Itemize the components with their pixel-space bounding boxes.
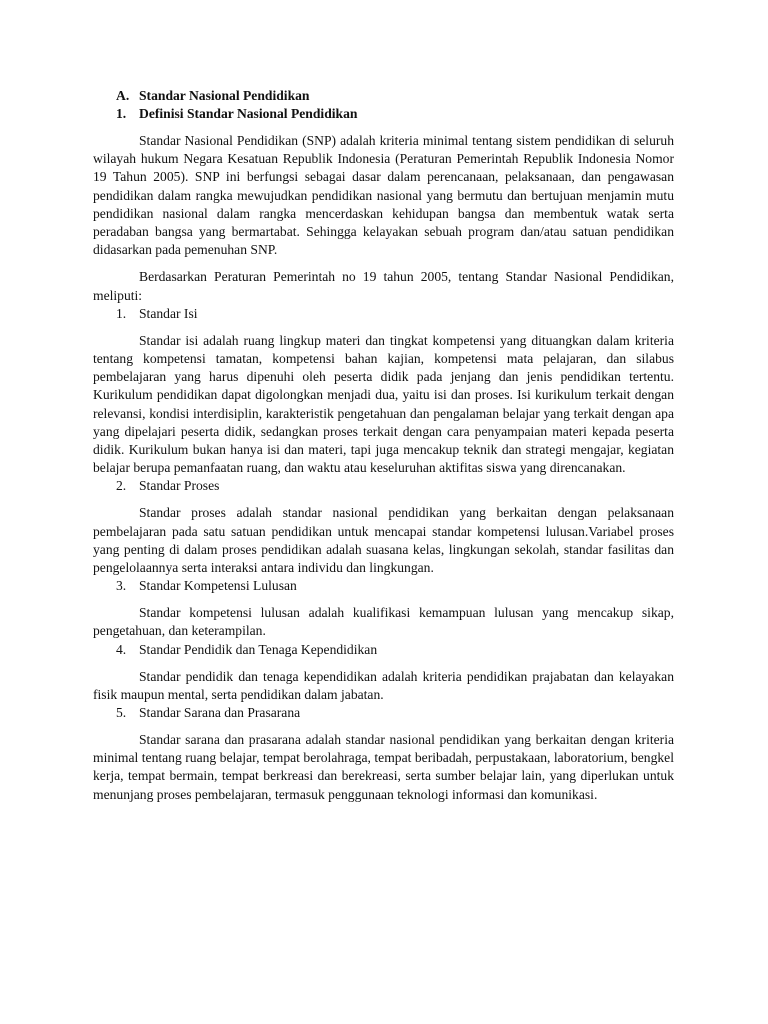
list-item-number: 4. (116, 641, 127, 657)
list-item-body: Standar sarana dan prasarana adalah standar nasional pendidikan yang berkaitan dengan kriteria minimal tentang ruang belajar, tempat berolahraga, tempat beribadah, perpustakaan, laboratorium, bengkel kerja, tempat bermain, tempat berkreasi dan berekreasi, serta sumber belajar lain, yang diperlukan untuk menunjang proses pembelajaran, termasuk penggunaan teknologi informasi dan komunikasi. (93, 732, 674, 802)
list-item-body: Standar kompetensi lulusan adalah kualifikasi kemampuan lulusan yang mencakup sikap, pengetahuan, dan keterampilan. (93, 605, 674, 639)
list-item-title (93, 704, 674, 722)
list-item-body: Standar pendidik dan tenaga kependidikan adalah kriteria pendidikan prajabatan dan kelayakan fisik maupun mental, serta pendidikan dalam jabatan. (93, 668, 674, 702)
list-item-title (93, 477, 674, 495)
list-item-label: Standar Kompetensi Lulusan (139, 578, 297, 594)
list-item-number: 2. (116, 478, 127, 494)
intro-paragraph-2: Berdasarkan Peraturan Pemerintah no 19 tahun 2005, tentang Standar Nasional Pendidikan, meliputi: (93, 269, 674, 303)
list-item-label: Standar Pendidik dan Tenaga Kependidikan (139, 641, 378, 657)
list-item-label: Standar Sarana dan Prasarana (139, 705, 301, 721)
list-item-title (93, 305, 674, 323)
list-item-title (93, 641, 674, 659)
list-item-number: 1. (116, 305, 127, 321)
list-item-number: 5. (116, 705, 127, 721)
list-item-label: Standar Proses (139, 478, 220, 494)
list-item-title (93, 577, 674, 595)
list-item-body: Standar proses adalah standar nasional pendidikan yang berkaitan dengan pelaksanaan pembelajaran pada satu satuan pendidikan untuk mencapai standar kompetensi lulusan.Variabel proses yang penting di dalam proses pendidikan adalah suasana kelas, lingkungan sekolah, standar fasilitas dan pengelolaannya serta interaksi antara individu dan lingkungan. (93, 505, 674, 576)
intro-paragraph-1: Standar Nasional Pendidikan (SNP) adalah kriteria minimal tentang sistem pendidikan di seluruh wilayah hukum Negara Kesatuan Republik Indonesia (Peraturan Pemerintah Republik Indonesia Nomor 19 Tahun 2005). SNP ini berfungsi sebagai dasar dalam perencanaan, pelaksanaan, dan pengawasan pendidikan dalam rangka mewujudkan pendidikan nasional yang bermutu dan bertujuan menjamin mutu pendidikan nasional dalam rangka mencerdaskan kehidupan bangsa dan membentuk watak serta peradaban bangsa yang bermartabat. Sehingga kelayakan sebuah program dan/atau satuan pendidikan didasarkan pada pemenuhan SNP. (93, 133, 674, 258)
subsection-number: 1. (116, 106, 127, 121)
list-item-label: Standar Isi (139, 305, 198, 321)
section-title: Standar Nasional Pendidikan (139, 88, 310, 103)
section-heading-a (93, 87, 674, 105)
subsection-heading-1 (93, 105, 674, 123)
list-item-body: Standar isi adalah ruang lingkup materi dan tingkat kompetensi yang dituangkan dalam kriteria tentang kompetensi tamatan, kompetensi bahan kajian, kompetensi mata pelajaran, dan silabus pembelajaran yang harus dipenuhi oleh peserta didik pada jenjang dan jenis pendidikan tertentu. Kurikulum pendidikan dapat digolongkan menjadi dua, yaitu isi dan proses. Isi kurikulum terkait dengan relevansi, kondisi interdisiplin, karakteristik pengetahuan dan pengalaman belajar yang terkait dengan apa yang dipelajari peserta didik, sedangkan proses terkait dengan cara penyampaian materi kepada peserta didik. Kurikulum bukan hanya isi dan materi, tapi juga mencakup teknik dan strategi mengajar, kegiatan belajar berupa pemanfaatan ruang, dan waktu atau keseluruhan aktifitas siswa yang direncanakan. (93, 332, 674, 476)
list-item-number: 3. (116, 578, 127, 594)
section-number: A. (116, 88, 130, 103)
subsection-title: Definisi Standar Nasional Pendidikan (139, 106, 358, 121)
